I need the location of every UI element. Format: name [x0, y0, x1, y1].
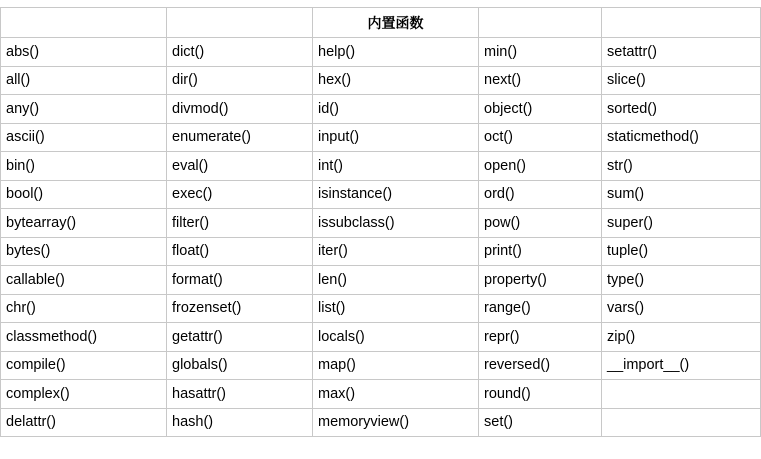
function-cell: property() — [479, 266, 602, 295]
function-cell: round() — [479, 380, 602, 409]
function-cell: any() — [1, 95, 167, 124]
function-cell: bool() — [1, 180, 167, 209]
header-cell-empty — [602, 8, 761, 38]
table-row — [1, 380, 761, 409]
function-cell: ord() — [479, 180, 602, 209]
table-row — [1, 351, 761, 380]
function-cell: compile() — [1, 351, 167, 380]
function-cell: int() — [313, 152, 479, 181]
function-cell: super() — [602, 209, 761, 238]
table-row — [1, 209, 761, 238]
function-cell: next() — [479, 66, 602, 95]
function-cell: iter() — [313, 237, 479, 266]
function-cell: globals() — [167, 351, 313, 380]
function-cell: hex() — [313, 66, 479, 95]
function-cell: dict() — [167, 38, 313, 67]
table-row — [1, 408, 761, 437]
function-cell: callable() — [1, 266, 167, 295]
function-cell: delattr() — [1, 408, 167, 437]
function-cell: __import__() — [602, 351, 761, 380]
table-header-row — [1, 8, 761, 38]
function-cell: str() — [602, 152, 761, 181]
function-cell: enumerate() — [167, 123, 313, 152]
function-cell: divmod() — [167, 95, 313, 124]
function-cell: eval() — [167, 152, 313, 181]
function-cell — [602, 408, 761, 437]
function-cell: id() — [313, 95, 479, 124]
function-cell: frozenset() — [167, 294, 313, 323]
function-cell: max() — [313, 380, 479, 409]
table-title: 内置函数 — [313, 8, 479, 38]
function-cell: getattr() — [167, 323, 313, 352]
function-cell: bin() — [1, 152, 167, 181]
table-row — [1, 95, 761, 124]
function-cell: open() — [479, 152, 602, 181]
table-row — [1, 266, 761, 295]
function-cell: all() — [1, 66, 167, 95]
function-cell: bytes() — [1, 237, 167, 266]
function-cell: locals() — [313, 323, 479, 352]
function-cell: type() — [602, 266, 761, 295]
function-cell: reversed() — [479, 351, 602, 380]
table-row — [1, 152, 761, 181]
function-cell: len() — [313, 266, 479, 295]
function-cell: exec() — [167, 180, 313, 209]
table-row — [1, 38, 761, 67]
function-cell: hasattr() — [167, 380, 313, 409]
table-row — [1, 323, 761, 352]
function-cell: tuple() — [602, 237, 761, 266]
header-cell-empty — [479, 8, 602, 38]
function-cell: min() — [479, 38, 602, 67]
function-cell: zip() — [602, 323, 761, 352]
function-cell: abs() — [1, 38, 167, 67]
function-cell: object() — [479, 95, 602, 124]
function-cell: slice() — [602, 66, 761, 95]
header-cell-empty — [1, 8, 167, 38]
function-cell: set() — [479, 408, 602, 437]
function-cell: float() — [167, 237, 313, 266]
builtin-functions-table — [0, 7, 761, 437]
function-cell: help() — [313, 38, 479, 67]
function-cell: oct() — [479, 123, 602, 152]
function-cell: memoryview() — [313, 408, 479, 437]
function-cell: map() — [313, 351, 479, 380]
function-cell: classmethod() — [1, 323, 167, 352]
function-cell: staticmethod() — [602, 123, 761, 152]
function-cell: repr() — [479, 323, 602, 352]
table-body — [1, 38, 761, 437]
function-cell: input() — [313, 123, 479, 152]
function-cell: setattr() — [602, 38, 761, 67]
header-cell-empty — [167, 8, 313, 38]
function-cell: pow() — [479, 209, 602, 238]
function-cell — [602, 380, 761, 409]
table-row — [1, 66, 761, 95]
table-row — [1, 237, 761, 266]
function-cell: ascii() — [1, 123, 167, 152]
table-row — [1, 123, 761, 152]
function-cell: filter() — [167, 209, 313, 238]
function-cell: isinstance() — [313, 180, 479, 209]
function-cell: sorted() — [602, 95, 761, 124]
function-cell: sum() — [602, 180, 761, 209]
function-cell: bytearray() — [1, 209, 167, 238]
function-cell: print() — [479, 237, 602, 266]
function-cell: format() — [167, 266, 313, 295]
function-cell: hash() — [167, 408, 313, 437]
function-cell: dir() — [167, 66, 313, 95]
table-row — [1, 294, 761, 323]
function-cell: range() — [479, 294, 602, 323]
function-cell: vars() — [602, 294, 761, 323]
function-cell: list() — [313, 294, 479, 323]
function-cell: complex() — [1, 380, 167, 409]
function-cell: issubclass() — [313, 209, 479, 238]
table-row — [1, 180, 761, 209]
function-cell: chr() — [1, 294, 167, 323]
